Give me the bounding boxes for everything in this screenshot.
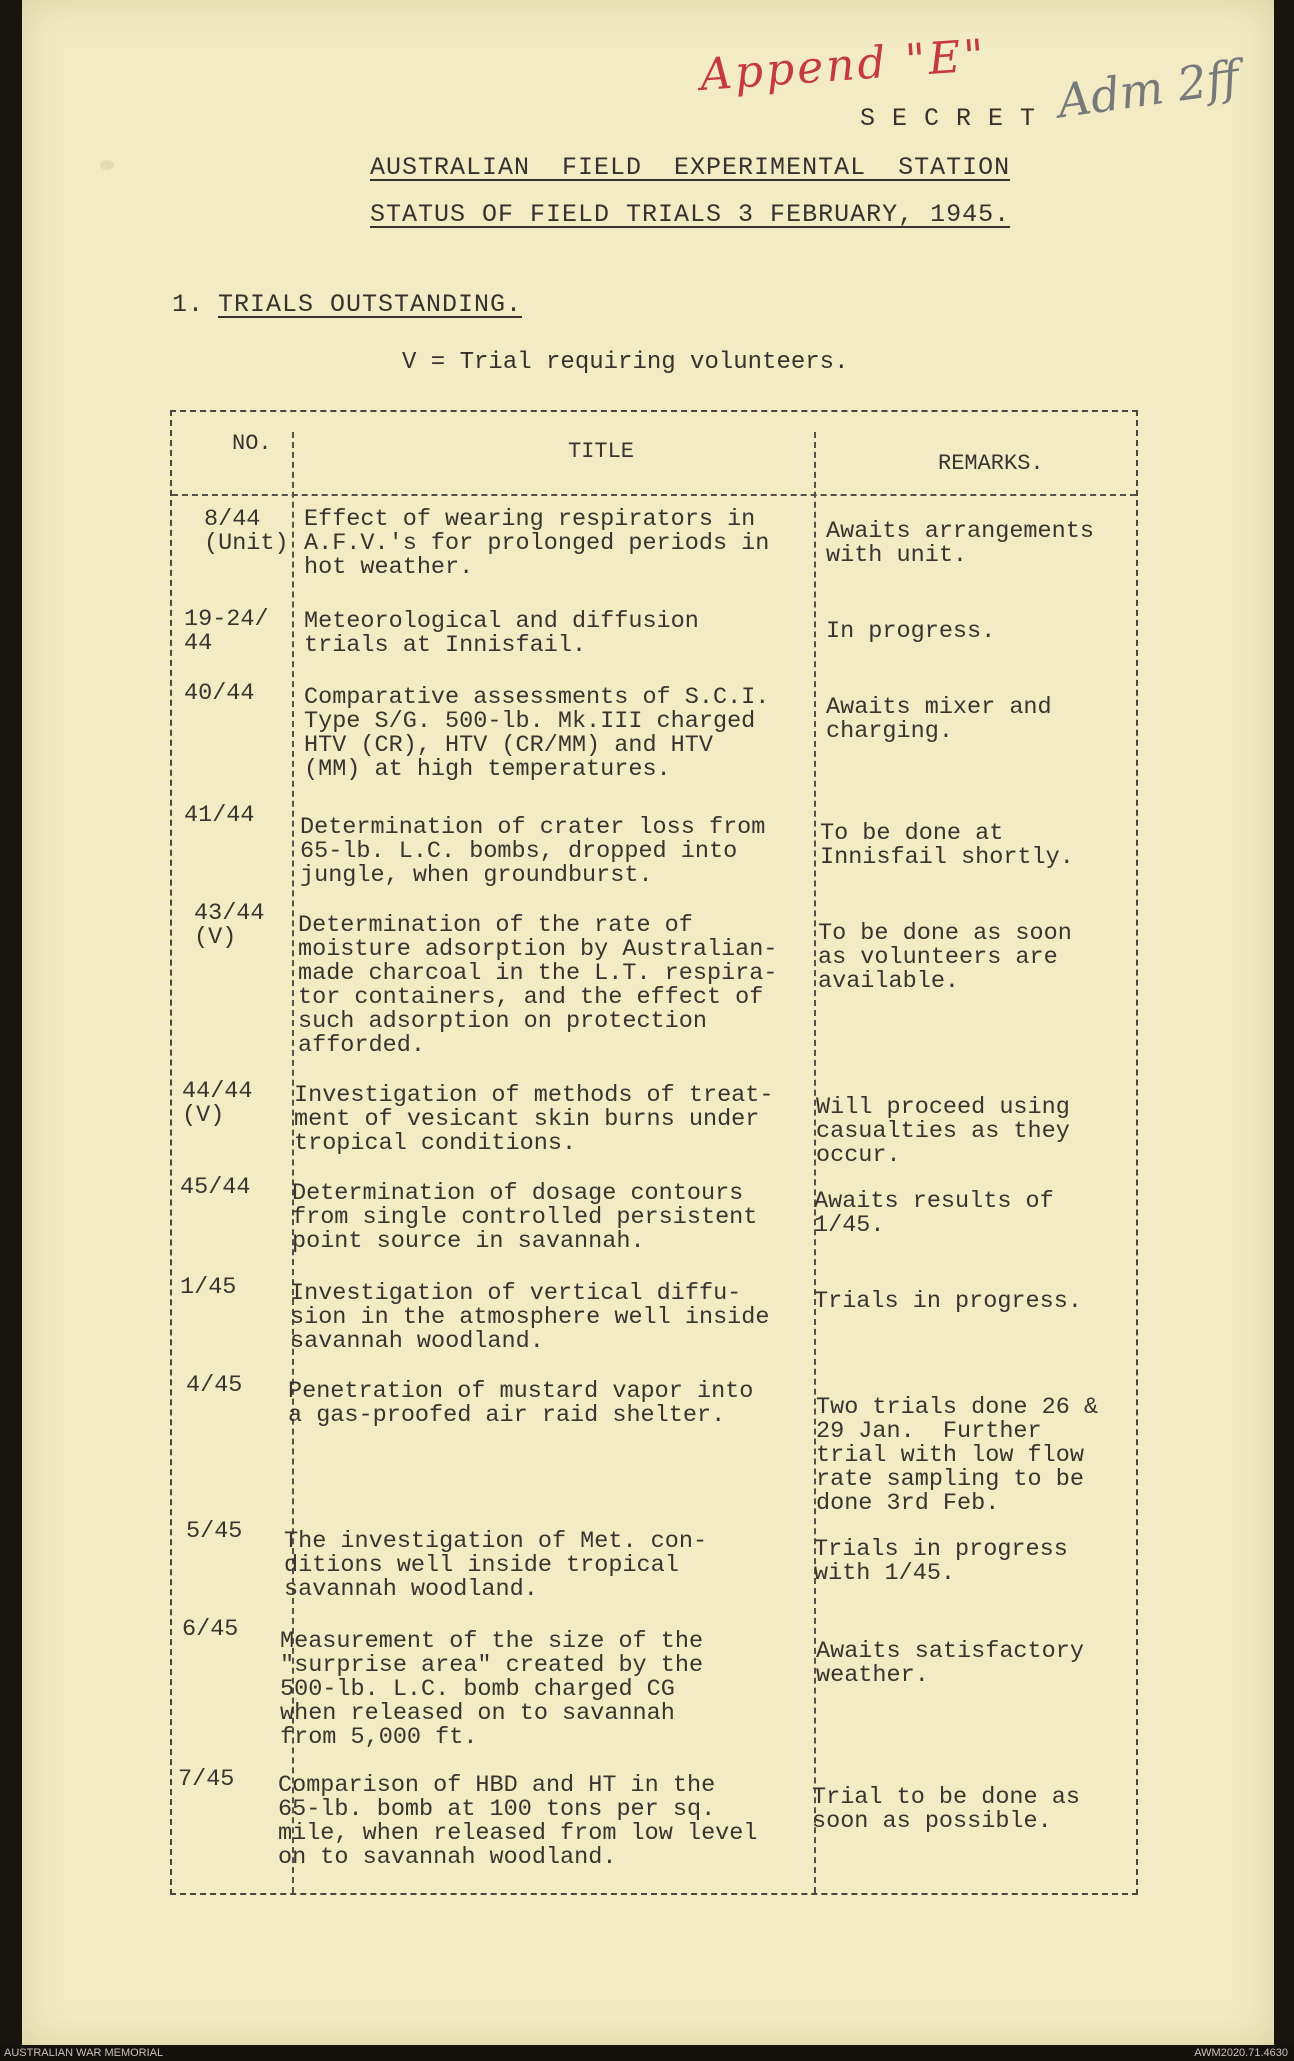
column-header-title: TITLE bbox=[568, 439, 635, 464]
trial-remarks: Trials in progress with 1/45. bbox=[814, 1536, 1068, 1587]
trial-title: Determination of the rate of moisture adsorption by Australian- made charcoal in the L.T. respira- tor containers, and the effect of such adsorption on protection afforded. bbox=[298, 912, 778, 1059]
column-header-no: NO. bbox=[232, 431, 272, 456]
trials-table bbox=[170, 410, 1138, 1895]
archive-footer bbox=[0, 2045, 1294, 2061]
trial-number: 45/44 bbox=[180, 1174, 251, 1201]
trial-title: Comparative assessments of S.C.I. Type S/G. 500-lb. Mk.III charged HTV (CR), HTV (CR/MM) and HTV (MM) at high temperatures. bbox=[304, 684, 770, 783]
trial-number: 8/44 (Unit) bbox=[204, 506, 289, 557]
trial-remarks: Awaits arrangements with unit. bbox=[826, 518, 1094, 569]
document-page bbox=[22, 0, 1274, 2045]
trial-title: Investigation of methods of treat- ment of vesicant skin burns under tropical conditions. bbox=[294, 1082, 774, 1157]
trial-remarks: Trials in progress. bbox=[814, 1288, 1082, 1315]
column-header-remarks: REMARKS. bbox=[938, 451, 1044, 476]
punch-hole bbox=[100, 160, 114, 170]
trial-number: 4/45 bbox=[186, 1372, 243, 1399]
archive-source: AUSTRALIAN WAR MEMORIAL bbox=[4, 2047, 164, 2059]
trial-remarks: Awaits results of 1/45. bbox=[814, 1188, 1054, 1239]
trial-number: 40/44 bbox=[184, 680, 255, 707]
appendix-annotation: Append "E" bbox=[698, 30, 989, 101]
trial-number: 41/44 bbox=[184, 802, 255, 829]
trial-remarks: Two trials done 26 & 29 Jan. Further trial with low flow rate sampling to be done 3rd Feb. bbox=[816, 1394, 1099, 1517]
trial-number: 1/45 bbox=[180, 1274, 237, 1301]
trial-remarks: In progress. bbox=[826, 618, 996, 645]
trial-title: Investigation of vertical diffu- sion in the atmosphere well inside savannah woodland. bbox=[290, 1280, 770, 1355]
trial-remarks: Awaits mixer and charging. bbox=[826, 694, 1052, 745]
document-title: STATUS OF FIELD TRIALS 3 FEBRUARY, 1945. bbox=[370, 200, 1011, 229]
trial-title: Measurement of the size of the "surprise area" created by the 500-lb. L.C. bomb charged CG when released on to savannah from 5,000 ft. bbox=[280, 1628, 704, 1751]
header-divider bbox=[172, 494, 1136, 496]
trial-title: The investigation of Met. con- ditions well inside tropical savannah woodland. bbox=[284, 1528, 708, 1603]
trial-remarks: To be done at Innisfail shortly. bbox=[820, 820, 1074, 871]
volunteer-legend: V = Trial requiring volunteers. bbox=[402, 349, 849, 376]
trial-number: 44/44 (V) bbox=[182, 1078, 253, 1129]
trial-number: 7/45 bbox=[178, 1766, 235, 1793]
trial-title: Comparison of HBD and HT in the 65-lb. bomb at 100 tons per sq. mile, when released from low level on to savannah woodland. bbox=[278, 1772, 758, 1871]
trial-remarks: Will proceed using casualties as they occur. bbox=[816, 1094, 1070, 1169]
trial-remarks: To be done as soon as volunteers are available. bbox=[818, 920, 1072, 995]
trial-number: 5/45 bbox=[186, 1518, 243, 1545]
trial-title: Meteorological and diffusion trials at Innisfail. bbox=[304, 608, 699, 659]
trial-remarks: Awaits satisfactory weather. bbox=[816, 1638, 1084, 1689]
trial-number: 43/44 (V) bbox=[194, 900, 265, 951]
trial-title: Effect of wearing respirators in A.F.V.'s for prolonged periods in hot weather. bbox=[304, 506, 770, 581]
trial-remarks: Trial to be done as soon as possible. bbox=[812, 1784, 1080, 1835]
organisation-title: AUSTRALIAN FIELD EXPERIMENTAL STATION bbox=[370, 153, 1011, 182]
classification-label: S E C R E T bbox=[860, 104, 1037, 133]
section-heading: TRIALS OUTSTANDING. bbox=[218, 290, 523, 319]
trial-number: 19-24/ 44 bbox=[184, 606, 269, 657]
trial-title: Penetration of mustard vapor into a gas-proofed air raid shelter. bbox=[288, 1378, 754, 1429]
trial-title: Determination of dosage contours from single controlled persistent point source in savannah. bbox=[292, 1180, 758, 1255]
trial-number: 6/45 bbox=[182, 1616, 239, 1643]
section-number: 1. bbox=[172, 290, 205, 319]
initials-annotation: Adm 2ff bbox=[1054, 49, 1243, 129]
archive-reference: AWM2020.71.4630 bbox=[1194, 2047, 1288, 2059]
trial-title: Determination of crater loss from 65-lb. L.C. bombs, dropped into jungle, when groundburst. bbox=[300, 814, 766, 889]
